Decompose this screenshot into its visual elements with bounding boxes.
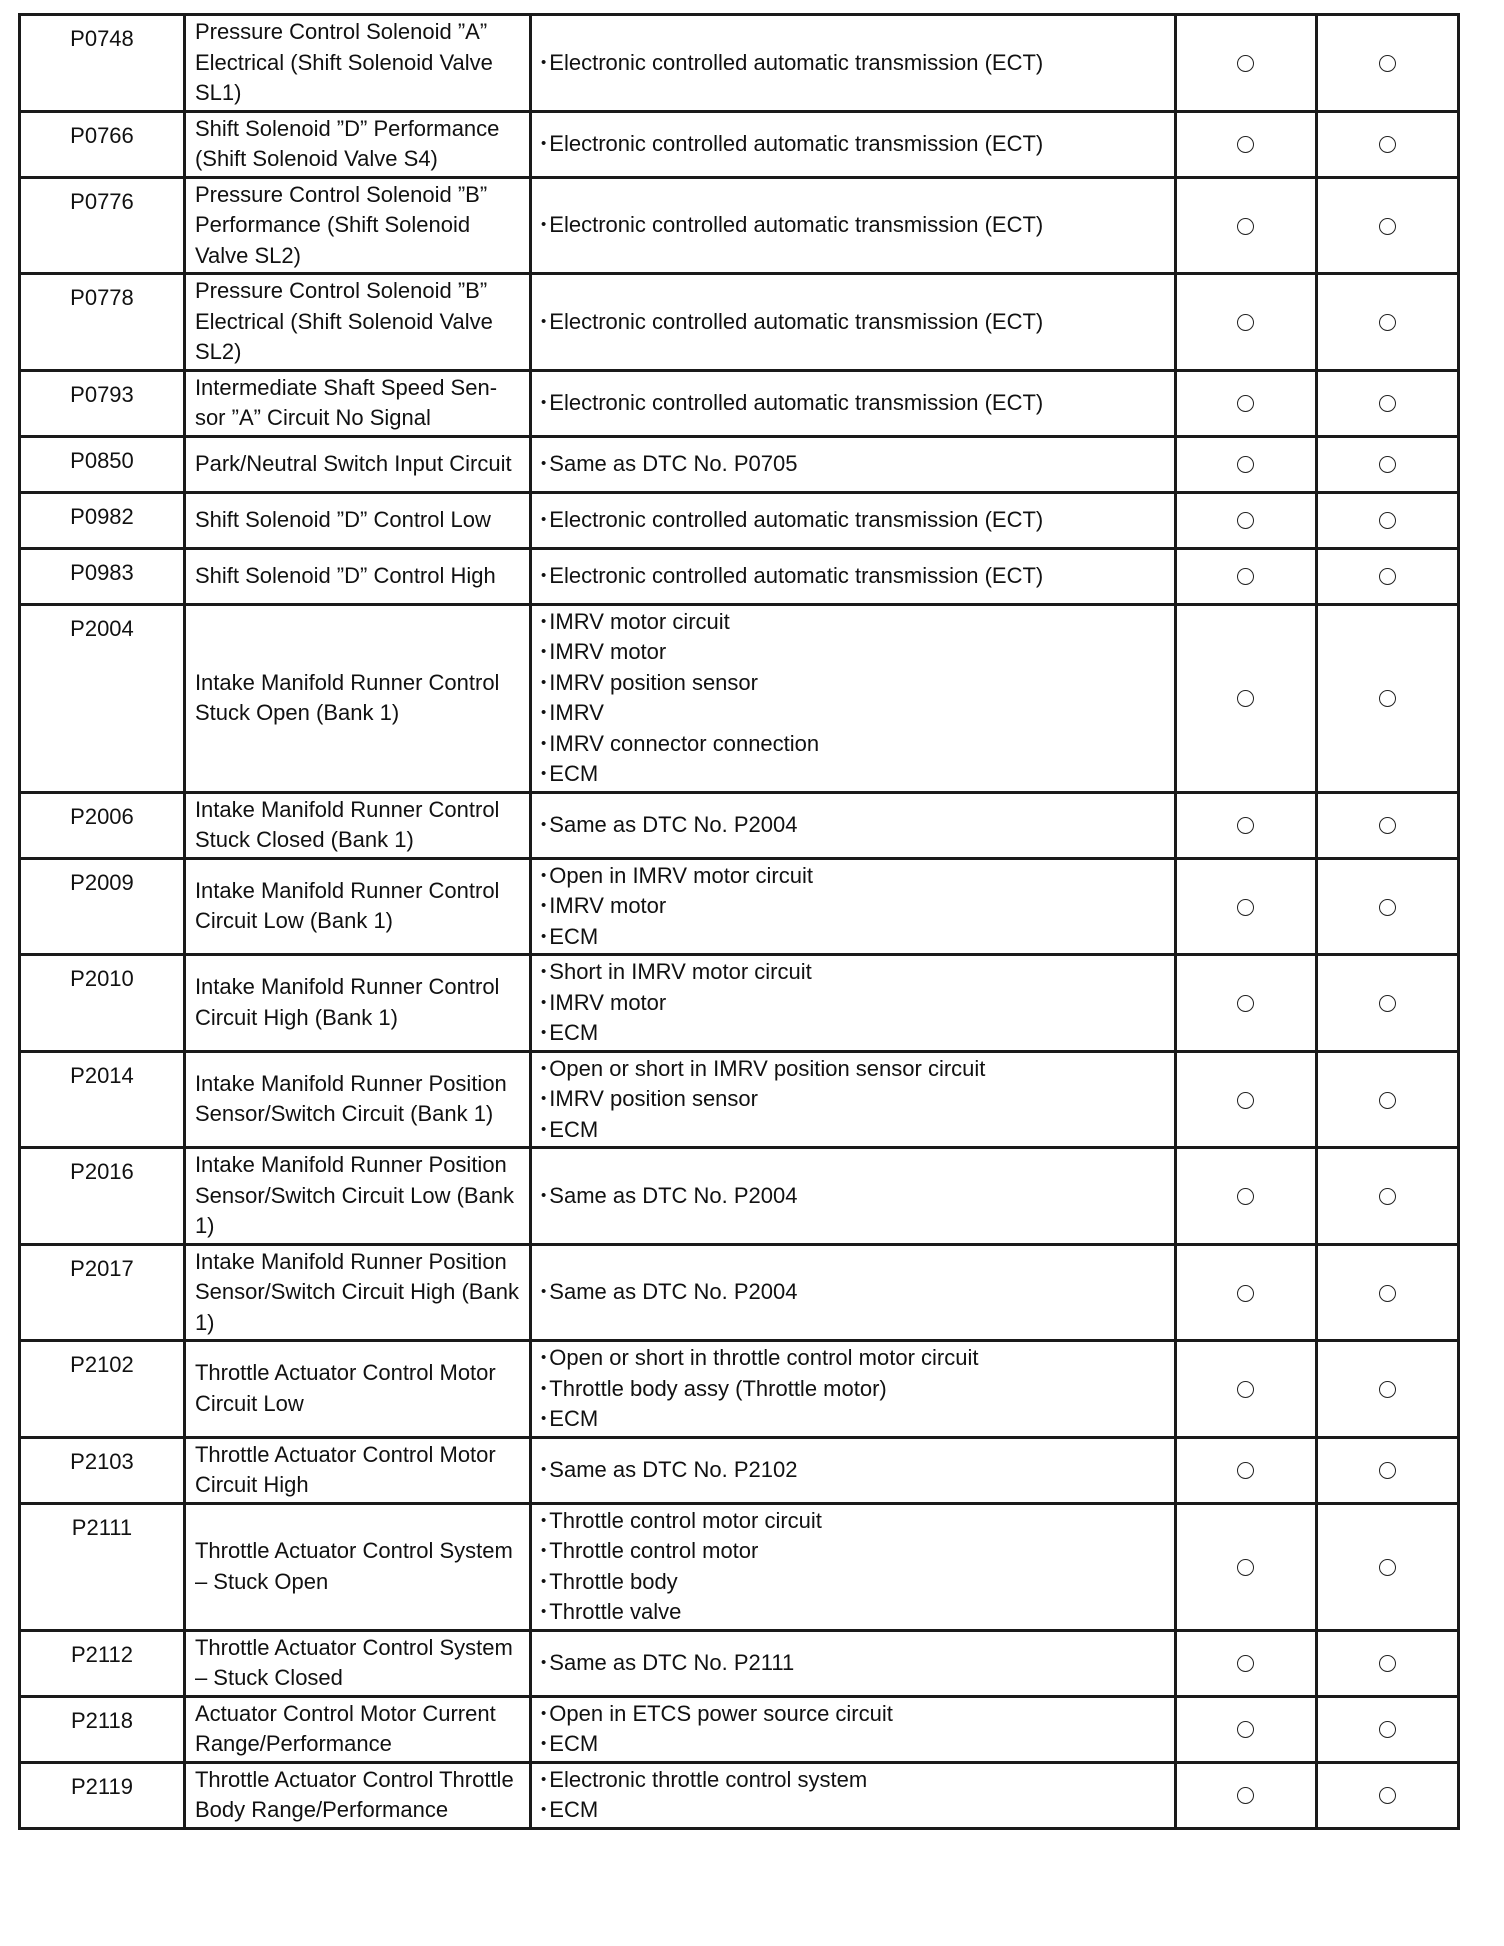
dtc-code: P0793: [20, 370, 185, 436]
bullet-icon: •: [541, 1349, 547, 1366]
trouble-area-text: Electronic controlled automatic transmission (ECT): [549, 389, 1044, 415]
circle-icon: [1379, 1462, 1396, 1479]
trouble-area-item: [541, 607, 1166, 638]
trouble-area-text: IMRV: [549, 700, 604, 725]
bullet-icon: •: [541, 1460, 547, 1478]
trouble-area-list: [531, 111, 1176, 177]
circle-icon: [1237, 55, 1254, 72]
trouble-area-text: Open in IMRV motor circuit: [549, 862, 813, 888]
memory-indicator-cell: [1317, 274, 1459, 371]
mil-indicator-cell: [1175, 1696, 1317, 1762]
bullet-icon: •: [541, 1410, 547, 1427]
trouble-area-list: [531, 1762, 1176, 1828]
dtc-code: P2006: [20, 792, 185, 858]
trouble-area-item: [541, 729, 1166, 760]
trouble-area-item: [541, 1404, 1166, 1435]
trouble-area-item: [541, 307, 1166, 338]
circle-icon: [1237, 1188, 1254, 1205]
dtc-code: P2118: [20, 1696, 185, 1762]
trouble-area-list: [531, 370, 1176, 436]
trouble-area-text: Electronic controlled automatic transmission (ECT): [549, 212, 1044, 237]
bullet-icon: •: [541, 963, 547, 980]
bullet-icon: •: [541, 1024, 547, 1041]
trouble-area-item: [541, 891, 1166, 922]
memory-indicator-cell: [1317, 1630, 1459, 1696]
trouble-area-item: [541, 1343, 1166, 1374]
trouble-area-item: [541, 129, 1166, 160]
bullet-icon: •: [541, 815, 547, 833]
bullet-icon: •: [541, 1059, 547, 1077]
circle-icon: [1237, 1787, 1254, 1804]
mil-indicator-cell: [1175, 858, 1317, 955]
dtc-code: P2010: [20, 955, 185, 1052]
bullet-icon: •: [541, 993, 547, 1011]
circle-icon: [1237, 1559, 1254, 1576]
dtc-table-body: [20, 15, 1459, 1829]
circle-icon: [1379, 568, 1396, 585]
dtc-code: P0748: [20, 15, 185, 112]
table-row: [20, 1503, 1459, 1630]
memory-indicator-cell: [1317, 1341, 1459, 1438]
dtc-code: P0766: [20, 111, 185, 177]
memory-indicator-cell: [1317, 955, 1459, 1052]
trouble-area-list: [531, 955, 1176, 1052]
trouble-area-item: [541, 210, 1166, 241]
circle-icon: [1237, 1462, 1254, 1479]
memory-indicator-cell: [1317, 370, 1459, 436]
trouble-area-text: IMRV motor: [549, 989, 667, 1015]
table-row: [20, 1244, 1459, 1341]
circle-icon: [1379, 1559, 1396, 1576]
mil-indicator-cell: [1175, 111, 1317, 177]
table-row: [20, 1762, 1459, 1828]
dtc-code: P2004: [20, 604, 185, 792]
dtc-table: [18, 13, 1460, 1830]
table-row: [20, 604, 1459, 792]
trouble-area-text: IMRV position sensor: [549, 669, 758, 695]
circle-icon: [1237, 899, 1254, 916]
detection-item: Actuator Control Motor Current Range/Performance: [184, 1696, 530, 1762]
table-row: [20, 111, 1459, 177]
trouble-area-text: Electronic controlled automatic transmission (ECT): [549, 130, 1044, 156]
circle-icon: [1379, 395, 1396, 412]
bullet-icon: •: [541, 643, 547, 660]
detection-item: Intake Manifold Runner Control Stuck Open (Bank 1): [184, 604, 530, 792]
trouble-area-list: [531, 1696, 1176, 1762]
dtc-code: P0850: [20, 436, 185, 492]
memory-indicator-cell: [1317, 1051, 1459, 1148]
dtc-code: P2103: [20, 1437, 185, 1503]
dtc-code: P2102: [20, 1341, 185, 1438]
bullet-icon: •: [541, 393, 547, 411]
circle-icon: [1379, 1655, 1396, 1672]
trouble-area-text: Open or short in IMRV position sensor circuit: [549, 1055, 986, 1081]
trouble-area-text: ECM: [549, 1020, 599, 1045]
trouble-area-text: Electronic controlled automatic transmission (ECT): [549, 506, 1044, 532]
bullet-icon: •: [541, 1120, 547, 1138]
trouble-area-list: [531, 1341, 1176, 1438]
bullet-icon: •: [541, 454, 547, 472]
table-row: [20, 858, 1459, 955]
circle-icon: [1379, 1092, 1396, 1109]
trouble-area-text: Throttle valve: [549, 1599, 682, 1624]
bullet-icon: •: [541, 510, 547, 528]
trouble-area-item: [541, 668, 1166, 699]
circle-icon: [1237, 1721, 1254, 1738]
table-row: [20, 1148, 1459, 1245]
dtc-code: P0982: [20, 492, 185, 548]
trouble-area-item: [541, 1115, 1166, 1146]
trouble-area-item: [541, 637, 1166, 668]
detection-item: Intake Manifold Runner Position Sensor/Switch Circuit Low (Bank 1): [184, 1148, 530, 1245]
table-row: [20, 792, 1459, 858]
trouble-area-list: [531, 1437, 1176, 1503]
trouble-area-list: [531, 274, 1176, 371]
trouble-area-list: [531, 177, 1176, 274]
bullet-icon: •: [541, 312, 547, 330]
circle-icon: [1237, 218, 1254, 235]
trouble-area-text: Electronic controlled automatic transmission (ECT): [549, 49, 1044, 75]
trouble-area-text: Electronic controlled automatic transmission (ECT): [549, 562, 1044, 588]
mil-indicator-cell: [1175, 1437, 1317, 1503]
trouble-area-item: [541, 1018, 1166, 1049]
circle-icon: [1237, 817, 1254, 834]
bullet-icon: •: [541, 765, 547, 782]
dtc-code: P2111: [20, 1503, 185, 1630]
memory-indicator-cell: [1317, 111, 1459, 177]
memory-indicator-cell: [1317, 177, 1459, 274]
detection-item: Pressure Control Solenoid ”B” Electrical (Shift Solenoid Valve SL2): [184, 274, 530, 371]
detection-item: Intake Manifold Runner Position Sensor/Switch Circuit High (Bank 1): [184, 1244, 530, 1341]
bullet-icon: •: [541, 566, 547, 584]
trouble-area-text: IMRV motor: [549, 639, 667, 664]
trouble-area-list: [531, 1630, 1176, 1696]
memory-indicator-cell: [1317, 1696, 1459, 1762]
mil-indicator-cell: [1175, 604, 1317, 792]
table-row: [20, 1341, 1459, 1438]
trouble-area-item: [541, 759, 1166, 790]
detection-item: Intake Manifold Runner Control Stuck Closed (Bank 1): [184, 792, 530, 858]
memory-indicator-cell: [1317, 1148, 1459, 1245]
trouble-area-list: [531, 1051, 1176, 1148]
table-row: [20, 436, 1459, 492]
bullet-icon: •: [541, 1653, 547, 1671]
trouble-area-item: [541, 861, 1166, 892]
trouble-area-text: IMRV connector connection: [549, 730, 820, 756]
mil-indicator-cell: [1175, 274, 1317, 371]
memory-indicator-cell: [1317, 436, 1459, 492]
circle-icon: [1379, 817, 1396, 834]
circle-icon: [1379, 314, 1396, 331]
trouble-area-text: Open or short in throttle control motor circuit: [549, 1345, 979, 1370]
table-row: [20, 955, 1459, 1052]
trouble-area-text: Open in ETCS power source circuit: [549, 1700, 893, 1726]
circle-icon: [1379, 1381, 1396, 1398]
memory-indicator-cell: [1317, 492, 1459, 548]
circle-icon: [1379, 1188, 1396, 1205]
circle-icon: [1237, 1381, 1254, 1398]
dtc-code: P2016: [20, 1148, 185, 1245]
trouble-area-list: [531, 548, 1176, 604]
bullet-icon: •: [541, 734, 547, 752]
trouble-area-text: Same as DTC No. P2004: [549, 1279, 798, 1304]
detection-item: Park/Neutral Switch Input Circuit: [184, 436, 530, 492]
circle-icon: [1379, 456, 1396, 473]
trouble-area-list: [531, 604, 1176, 792]
bullet-icon: •: [541, 53, 547, 71]
detection-item: Throttle Actuator Control System – Stuck Open: [184, 1503, 530, 1630]
table-row: [20, 548, 1459, 604]
trouble-area-item: [541, 1084, 1166, 1115]
trouble-area-text: ECM: [549, 1406, 599, 1431]
trouble-area-item: [541, 1648, 1166, 1679]
circle-icon: [1237, 512, 1254, 529]
trouble-area-text: ECM: [549, 761, 599, 786]
trouble-area-item: [541, 1699, 1166, 1730]
detection-item: Intermediate Shaft Speed Sen-sor ”A” Circuit No Signal: [184, 370, 530, 436]
trouble-area-item: [541, 1597, 1166, 1628]
bullet-icon: •: [541, 134, 547, 152]
trouble-area-text: Same as DTC No. P2102: [549, 1456, 798, 1482]
mil-indicator-cell: [1175, 1762, 1317, 1828]
trouble-area-item: [541, 48, 1166, 79]
detection-item: Throttle Actuator Control Throttle Body Range/Performance: [184, 1762, 530, 1828]
detection-item: Shift Solenoid ”D” Performance (Shift Solenoid Valve S4): [184, 111, 530, 177]
table-row: [20, 492, 1459, 548]
trouble-area-item: [541, 698, 1166, 729]
trouble-area-item: [541, 388, 1166, 419]
trouble-area-item: [541, 810, 1166, 841]
mil-indicator-cell: [1175, 177, 1317, 274]
trouble-area-item: [541, 1506, 1166, 1537]
table-row: [20, 370, 1459, 436]
trouble-area-item: [541, 922, 1166, 953]
trouble-area-list: [531, 492, 1176, 548]
mil-indicator-cell: [1175, 1503, 1317, 1630]
bullet-icon: •: [541, 1186, 547, 1204]
bullet-icon: •: [541, 1090, 547, 1107]
circle-icon: [1379, 1787, 1396, 1804]
memory-indicator-cell: [1317, 1503, 1459, 1630]
dtc-code: P2017: [20, 1244, 185, 1341]
trouble-area-text: IMRV position sensor: [549, 1086, 758, 1111]
trouble-area-text: Same as DTC No. P2004: [549, 811, 798, 837]
trouble-area-list: [531, 1244, 1176, 1341]
bullet-icon: •: [541, 927, 547, 945]
trouble-area-list: [531, 15, 1176, 112]
circle-icon: [1379, 995, 1396, 1012]
trouble-area-text: ECM: [549, 1116, 599, 1142]
circle-icon: [1237, 1092, 1254, 1109]
trouble-area-text: Electronic throttle control system: [549, 1766, 868, 1792]
bullet-icon: •: [541, 1770, 547, 1788]
circle-icon: [1237, 395, 1254, 412]
mil-indicator-cell: [1175, 1630, 1317, 1696]
trouble-area-text: ECM: [549, 1731, 599, 1756]
detection-item: Intake Manifold Runner Position Sensor/Switch Circuit (Bank 1): [184, 1051, 530, 1148]
circle-icon: [1379, 512, 1396, 529]
dtc-code: P2112: [20, 1630, 185, 1696]
circle-icon: [1379, 1721, 1396, 1738]
circle-icon: [1237, 456, 1254, 473]
circle-icon: [1237, 136, 1254, 153]
trouble-area-text: Throttle control motor circuit: [549, 1507, 822, 1533]
mil-indicator-cell: [1175, 436, 1317, 492]
trouble-area-text: Same as DTC No. P2111: [549, 1649, 795, 1675]
bullet-icon: •: [541, 866, 547, 884]
mil-indicator-cell: [1175, 1244, 1317, 1341]
dtc-code: P2119: [20, 1762, 185, 1828]
bullet-icon: •: [541, 1801, 547, 1818]
table-row: [20, 1437, 1459, 1503]
detection-item: Intake Manifold Runner Control Circuit Low (Bank 1): [184, 858, 530, 955]
circle-icon: [1379, 899, 1396, 916]
mil-indicator-cell: [1175, 1148, 1317, 1245]
detection-item: Pressure Control Solenoid ”A” Electrical (Shift Solenoid Valve SL1): [184, 15, 530, 112]
bullet-icon: •: [541, 1542, 547, 1559]
memory-indicator-cell: [1317, 1762, 1459, 1828]
bullet-icon: •: [541, 1704, 547, 1722]
circle-icon: [1237, 1655, 1254, 1672]
detection-item: Intake Manifold Runner Control Circuit High (Bank 1): [184, 955, 530, 1052]
trouble-area-text: ECM: [549, 923, 599, 949]
bullet-icon: •: [541, 1572, 547, 1590]
memory-indicator-cell: [1317, 1437, 1459, 1503]
mil-indicator-cell: [1175, 792, 1317, 858]
trouble-area-item: [541, 1729, 1166, 1760]
table-row: [20, 1051, 1459, 1148]
trouble-area-text: IMRV motor circuit: [549, 608, 730, 634]
memory-indicator-cell: [1317, 1244, 1459, 1341]
bullet-icon: •: [541, 704, 547, 721]
trouble-area-list: [531, 792, 1176, 858]
trouble-area-text: Same as DTC No. P2004: [549, 1182, 798, 1208]
trouble-area-text: Same as DTC No. P0705: [549, 450, 798, 476]
bullet-icon: •: [541, 1283, 547, 1300]
circle-icon: [1237, 568, 1254, 585]
bullet-icon: •: [541, 612, 547, 630]
table-row: [20, 1630, 1459, 1696]
table-row: [20, 274, 1459, 371]
circle-icon: [1379, 690, 1396, 707]
trouble-area-item: [541, 1536, 1166, 1567]
trouble-area-item: [541, 1054, 1166, 1085]
bullet-icon: •: [541, 897, 547, 914]
mil-indicator-cell: [1175, 548, 1317, 604]
trouble-area-text: Short in IMRV motor circuit: [549, 959, 812, 984]
trouble-area-item: [541, 1374, 1166, 1405]
detection-item: Pressure Control Solenoid ”B” Performance (Shift Solenoid Valve SL2): [184, 177, 530, 274]
trouble-area-text: Throttle control motor: [549, 1538, 759, 1563]
trouble-area-item: [541, 561, 1166, 592]
detection-item: Throttle Actuator Control Motor Circuit High: [184, 1437, 530, 1503]
circle-icon: [1379, 218, 1396, 235]
trouble-area-item: [541, 1277, 1166, 1308]
memory-indicator-cell: [1317, 858, 1459, 955]
bullet-icon: •: [541, 673, 547, 691]
memory-indicator-cell: [1317, 15, 1459, 112]
trouble-area-item: [541, 988, 1166, 1019]
trouble-area-list: [531, 1148, 1176, 1245]
circle-icon: [1379, 1285, 1396, 1302]
dtc-code: P2014: [20, 1051, 185, 1148]
bullet-icon: •: [541, 1603, 547, 1620]
circle-icon: [1379, 55, 1396, 72]
trouble-area-text: IMRV motor: [549, 893, 667, 918]
trouble-area-item: [541, 449, 1166, 480]
circle-icon: [1237, 1285, 1254, 1302]
circle-icon: [1379, 136, 1396, 153]
circle-icon: [1237, 995, 1254, 1012]
memory-indicator-cell: [1317, 604, 1459, 792]
dtc-code: P2009: [20, 858, 185, 955]
detection-item: Shift Solenoid ”D” Control Low: [184, 492, 530, 548]
trouble-area-item: [541, 1567, 1166, 1598]
trouble-area-text: ECM: [549, 1797, 599, 1822]
memory-indicator-cell: [1317, 548, 1459, 604]
table-row: [20, 1696, 1459, 1762]
bullet-icon: •: [541, 1511, 547, 1529]
trouble-area-list: [531, 1503, 1176, 1630]
mil-indicator-cell: [1175, 492, 1317, 548]
trouble-area-text: Throttle body assy (Throttle motor): [549, 1375, 887, 1401]
trouble-area-item: [541, 1765, 1166, 1796]
detection-item: Throttle Actuator Control Motor Circuit Low: [184, 1341, 530, 1438]
table-row: [20, 177, 1459, 274]
trouble-area-item: [541, 1795, 1166, 1826]
mil-indicator-cell: [1175, 1341, 1317, 1438]
table-row: [20, 15, 1459, 112]
dtc-code: P0778: [20, 274, 185, 371]
circle-icon: [1237, 314, 1254, 331]
bullet-icon: •: [541, 1735, 547, 1752]
trouble-area-item: [541, 1181, 1166, 1212]
trouble-area-item: [541, 1455, 1166, 1486]
detection-item: Shift Solenoid ”D” Control High: [184, 548, 530, 604]
trouble-area-item: [541, 957, 1166, 988]
bullet-icon: •: [541, 216, 547, 233]
bullet-icon: •: [541, 1379, 547, 1397]
trouble-area-list: [531, 436, 1176, 492]
trouble-area-text: Throttle body: [549, 1568, 678, 1594]
mil-indicator-cell: [1175, 370, 1317, 436]
trouble-area-list: [531, 858, 1176, 955]
trouble-area-item: [541, 505, 1166, 536]
circle-icon: [1237, 690, 1254, 707]
dtc-code: P0983: [20, 548, 185, 604]
dtc-code: P0776: [20, 177, 185, 274]
mil-indicator-cell: [1175, 15, 1317, 112]
detection-item: Throttle Actuator Control System – Stuck Closed: [184, 1630, 530, 1696]
mil-indicator-cell: [1175, 1051, 1317, 1148]
mil-indicator-cell: [1175, 955, 1317, 1052]
trouble-area-text: Electronic controlled automatic transmission (ECT): [549, 308, 1044, 334]
memory-indicator-cell: [1317, 792, 1459, 858]
